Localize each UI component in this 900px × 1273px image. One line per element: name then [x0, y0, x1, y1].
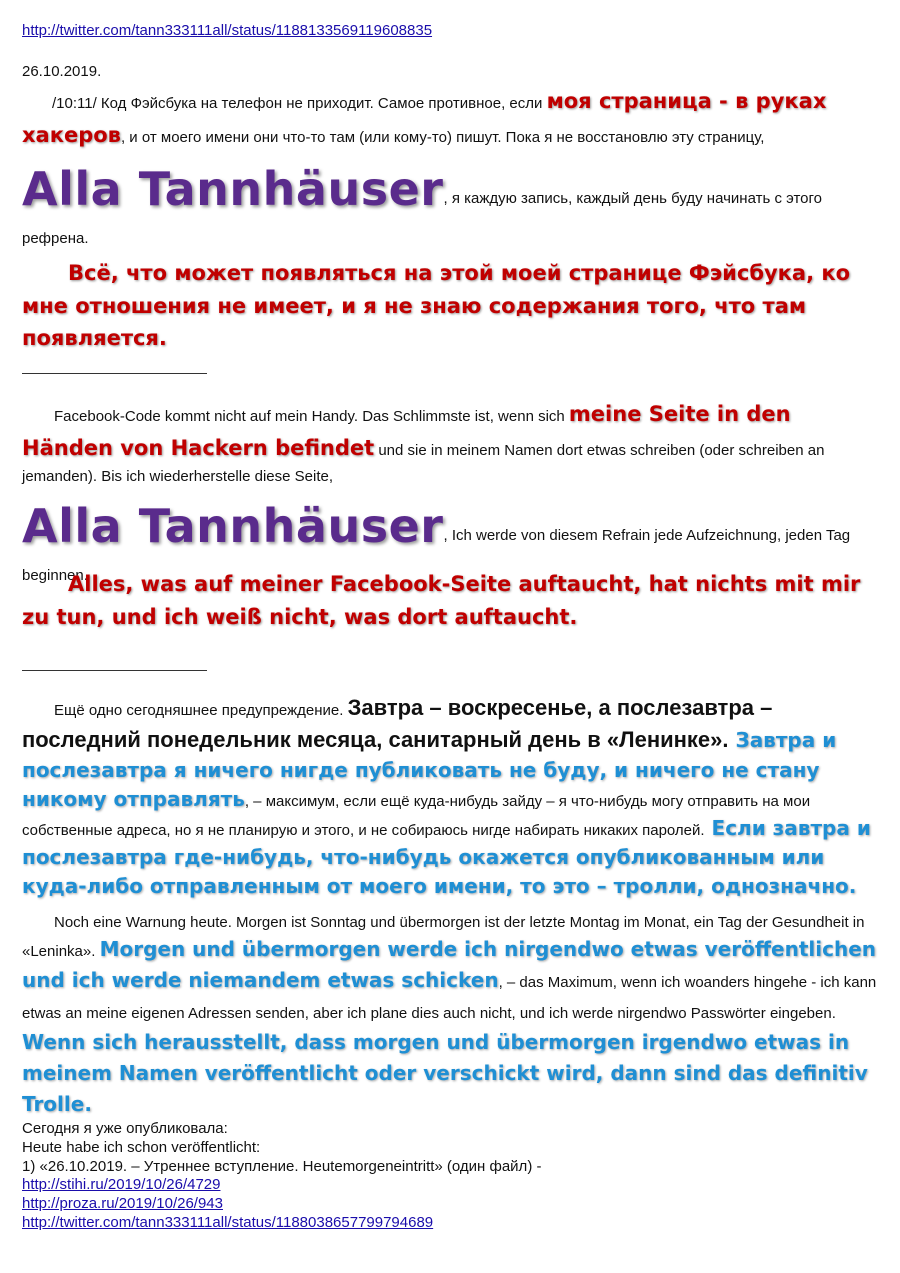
de-intro-text-2: und sie in meinem Namen dort etwas schreiben (oder schreiben an jemanden). Bis ich wiederherstelle diese Seite, [22, 442, 825, 486]
ru-warning-text: Ещё одно сегодняшнее предупреждение. [54, 702, 348, 719]
de-intro-text-3: , Ich werde von diesem Refrain jede Aufzeichnung, jeden Tag beginnen. [22, 527, 851, 584]
published-heading-de: Heute habe ich schon veröffentlicht: [22, 1138, 261, 1156]
twitter-link[interactable]: http://twitter.com/tann333111all/status/1188038657799794689 [22, 1213, 434, 1231]
published-heading-ru: Сегодня я уже опубликовала: [22, 1120, 228, 1137]
ru-date: 26.10.2019. [22, 63, 102, 80]
de-warning-text: Noch eine Warnung heute. Morgen ist Sonntag und übermorgen ist der letzte Montag im Monat, ein Tag der Gesundheit in «Leninka». [22, 914, 865, 961]
ru-intro-text-3: , я каждую запись, каждый день буду начинать с этого рефрена. [22, 190, 822, 247]
ru-warning-bold: Завтра – воскресенье, а послезавтра – последний понедельник месяца, санитарный день в «Ленинке». [22, 695, 773, 752]
ru-warning-text-2: , – максимум, если ещё куда-нибудь зайду – я что-нибудь могу отправить на мои собственные адреса, но я не планирую и этого, и не собираюсь нигде набирать никаких паролей. [22, 792, 811, 839]
alla-tannhauser-logo-ru: Alla Tannhäuser [22, 162, 444, 217]
ru-intro-paragraph [22, 84, 878, 251]
de-hackers-highlight: meine Seite in den Händen von Hackern befindet [22, 402, 791, 461]
de-warning-blue-2: Wenn sich herausstellt, dass morgen und übermorgen irgendwo etwas in meinem Namen veröffentlicht oder verschickt wird, dann sind das definitiv Trolle. [22, 1030, 868, 1117]
published-section [22, 1120, 878, 1233]
ru-intro-text: /10:11/ Код Фэйсбука на телефон не приходит. Самое противное, если [52, 95, 547, 112]
published-item-1: 1) «26.10.2019. – Утреннее вступление. Heutemorgeneintritt» (один файл) - [22, 1157, 542, 1175]
ru-warning-blue-2: Если завтра и послезавтра где-нибудь, что-нибудь окажется опубликованным или куда-либо отправленным от моего имени, то это – тролли, однозначно. [22, 815, 871, 898]
de-warning-paragraph [22, 911, 878, 1120]
ru-refrain: Всё, что может появляться на этой моей странице Фэйсбука, ко мне отношения не имеет, и я не знаю содержания того, что там появляется. [22, 261, 851, 351]
stihi-link[interactable]: http://stihi.ru/2019/10/26/4729 [22, 1176, 221, 1194]
alla-tannhauser-logo-de: Alla Tannhäuser [22, 499, 444, 554]
ru-warning-blue-1: Завтра и послезавтра я ничего нигде публиковать не буду, и ничего не стану никому отправлять [22, 727, 837, 811]
ru-hackers-highlight: моя страница - в руках хакеров [22, 89, 827, 148]
separator-2 [22, 670, 207, 671]
de-intro-paragraph [22, 397, 878, 588]
de-refrain: Alles, was auf meiner Facebook-Seite auftaucht, hat nichts mit mir zu tun, und ich weiß nicht, was dort auftaucht. [22, 572, 861, 629]
ru-warning-paragraph [22, 692, 878, 901]
de-warning-text-2: , – das Maximum, wenn ich woanders hingehe - ich kann etwas an meine eigenen Adressen senden, aber ich plane dies auch nicht, und ich werde nirgendwo Passwörter eingeben. [22, 974, 877, 1023]
de-warning-blue-1: Morgen und übermorgen werde ich nirgendwo etwas veröffentlichen und ich werde niemandem etwas schicken [22, 937, 877, 993]
ru-intro-text-2: , и от моего имени они что-то там (или кому-то) пишут. Пока я не восстановлю эту страницу, [120, 129, 765, 147]
proza-link[interactable]: http://proza.ru/2019/10/26/943 [22, 1195, 223, 1212]
de-intro-text: Facebook-Code kommt nicht auf mein Handy. Das Schlimmste ist, wenn sich [54, 408, 569, 425]
separator-1 [22, 373, 207, 374]
top-twitter-link[interactable]: http://twitter.com/tann333111all/status/1188133569119608835 [22, 22, 433, 39]
